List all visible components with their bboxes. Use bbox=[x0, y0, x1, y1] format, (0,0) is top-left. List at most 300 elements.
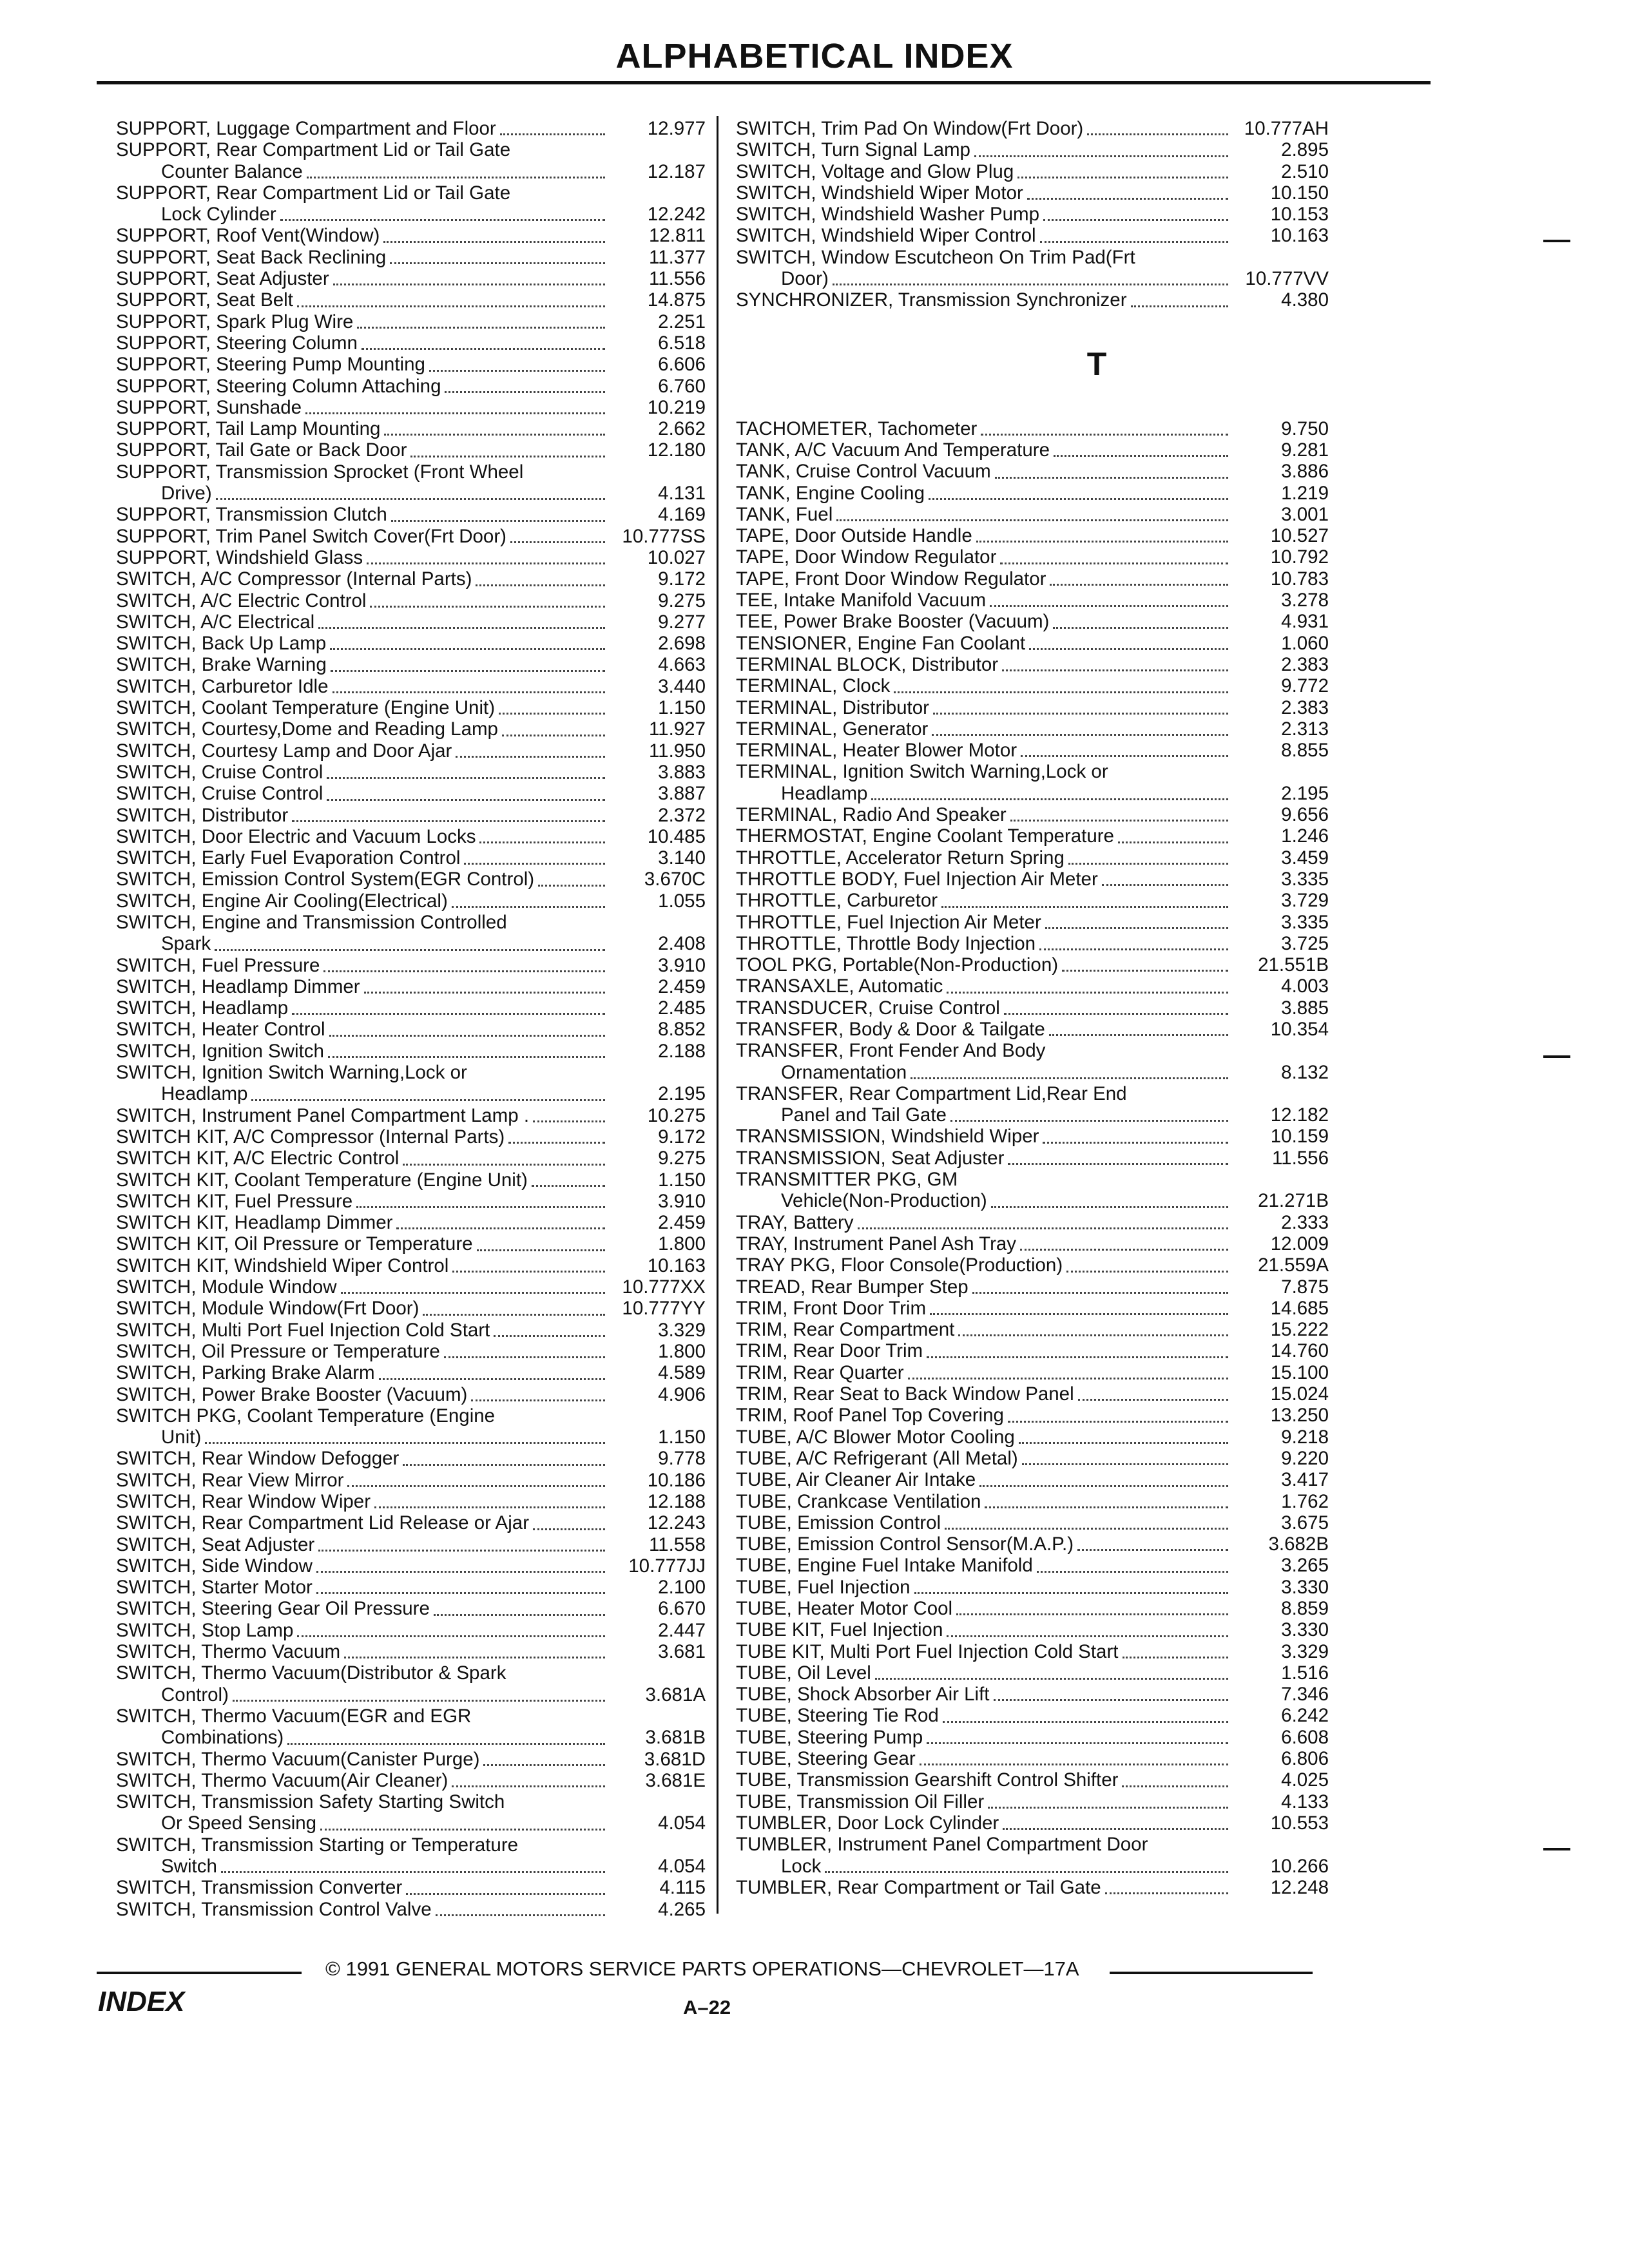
index-entry-reference: 3.265 bbox=[1281, 1555, 1329, 1577]
dot-leader bbox=[292, 1006, 605, 1015]
index-entry-term: SUPPORT, Trim Panel Switch Cover(Frt Door) bbox=[116, 525, 506, 547]
index-entry bbox=[116, 139, 706, 182]
dot-leader bbox=[434, 1608, 605, 1616]
index-entry-term: SWITCH, Transmission Starting or Temperature bbox=[116, 1834, 519, 1856]
index-entry-term: TRANSMISSION, Windshield Wiper bbox=[736, 1126, 1039, 1148]
index-entry-term: THERMOSTAT, Engine Coolant Temperature bbox=[736, 825, 1114, 847]
footer-rule-right bbox=[1110, 1972, 1313, 1974]
index-entry-term-continued: Headlamp bbox=[781, 782, 868, 804]
index-entry-line bbox=[116, 1684, 706, 1706]
index-entry bbox=[736, 546, 1329, 568]
dot-leader bbox=[494, 1329, 605, 1337]
index-entry bbox=[116, 439, 706, 461]
index-entry-term: SWITCH, Trim Pad On Window(Frt Door) bbox=[736, 118, 1084, 139]
index-entry-reference: 14.875 bbox=[647, 289, 706, 311]
index-entry-term: TEE, Intake Manifold Vacuum bbox=[736, 590, 987, 611]
index-entry-reference: 8.132 bbox=[1281, 1061, 1329, 1083]
index-entry-reference: 10.159 bbox=[1270, 1126, 1329, 1148]
index-entry-reference: 3.278 bbox=[1281, 590, 1329, 611]
index-entry-line bbox=[116, 1148, 706, 1169]
dot-leader bbox=[476, 578, 605, 586]
index-entry bbox=[736, 1684, 1329, 1705]
index-entry-line bbox=[736, 1705, 1329, 1726]
dot-leader bbox=[947, 1629, 1228, 1637]
index-entry bbox=[736, 869, 1329, 890]
index-entry-reference: 4.380 bbox=[1281, 289, 1329, 311]
index-entry-reference: 10.777AH bbox=[1244, 118, 1329, 139]
index-entry-reference: 11.950 bbox=[648, 740, 706, 762]
index-entry-term: TUBE KIT, Multi Port Fuel Injection Cold Start bbox=[736, 1640, 1119, 1662]
index-entry-line bbox=[116, 1427, 706, 1448]
dot-leader bbox=[929, 492, 1228, 500]
index-entry bbox=[736, 912, 1329, 933]
dot-leader bbox=[833, 277, 1228, 285]
index-entry bbox=[116, 654, 706, 675]
index-entry-term: TRANSMISSION, Seat Adjuster bbox=[736, 1147, 1005, 1169]
index-entry-reference: 9.750 bbox=[1281, 418, 1329, 439]
index-entry-line bbox=[736, 740, 1329, 761]
dot-leader bbox=[1118, 835, 1228, 843]
index-entry-line bbox=[116, 976, 706, 997]
index-entry-reference: 11.377 bbox=[648, 246, 706, 268]
dot-leader bbox=[1027, 191, 1228, 200]
index-entry-line bbox=[116, 1706, 706, 1727]
dot-leader bbox=[452, 899, 605, 908]
index-entry bbox=[116, 633, 706, 654]
index-entry bbox=[736, 1619, 1329, 1640]
index-entry-reference: 2.188 bbox=[658, 1040, 706, 1062]
index-entry-line bbox=[116, 826, 706, 847]
index-entry-reference: 3.001 bbox=[1281, 503, 1329, 525]
index-entry-line bbox=[736, 611, 1329, 632]
index-entry-reference: 3.329 bbox=[1281, 1640, 1329, 1662]
dot-leader bbox=[1066, 1264, 1228, 1273]
index-entry-line bbox=[116, 697, 706, 718]
dot-leader bbox=[1037, 1564, 1228, 1573]
dot-leader bbox=[344, 1650, 605, 1658]
index-entry-term-continued: Lock Cylinder bbox=[161, 204, 276, 226]
index-entry-line bbox=[116, 676, 706, 697]
dot-leader bbox=[988, 1800, 1228, 1809]
index-entry-line bbox=[736, 1662, 1329, 1684]
index-entry-line bbox=[116, 332, 706, 354]
index-entry-reference: 3.729 bbox=[1281, 890, 1329, 912]
index-entry-term: SWITCH, Brake Warning bbox=[116, 654, 327, 676]
index-entry-term: TANK, Fuel bbox=[736, 503, 833, 525]
index-entry-term: SUPPORT, Spark Plug Wire bbox=[116, 311, 354, 332]
index-entry bbox=[116, 1534, 706, 1555]
dot-leader bbox=[499, 706, 605, 715]
index-entry bbox=[116, 1212, 706, 1233]
dot-leader bbox=[357, 320, 605, 329]
dot-leader bbox=[297, 299, 605, 307]
index-entry-reference: 2.662 bbox=[658, 418, 706, 440]
index-entry bbox=[116, 697, 706, 718]
index-entry bbox=[736, 1577, 1329, 1598]
index-entry-reference: 3.670C bbox=[644, 869, 706, 890]
index-entry-line bbox=[116, 418, 706, 439]
index-entry-reference: 2.195 bbox=[658, 1083, 706, 1105]
index-entry-line bbox=[736, 890, 1329, 911]
index-entry-line bbox=[116, 1169, 706, 1191]
index-entry-line bbox=[736, 139, 1329, 160]
index-entry-term: SUPPORT, Tail Lamp Mounting bbox=[116, 418, 381, 440]
dot-leader bbox=[894, 685, 1228, 693]
index-entry-term: SWITCH, Thermo Vacuum(Distributor & Spark bbox=[116, 1662, 506, 1684]
index-entry-reference: 15.024 bbox=[1270, 1383, 1329, 1405]
index-entry-term: TENSIONER, Engine Fan Coolant bbox=[736, 632, 1026, 654]
index-entry-term: SYNCHRONIZER, Transmission Synchronizer bbox=[736, 289, 1127, 311]
index-entry-term-continued: Switch bbox=[161, 1856, 217, 1878]
dot-leader bbox=[396, 1221, 605, 1229]
index-entry-line bbox=[736, 1641, 1329, 1662]
dot-leader bbox=[221, 1865, 605, 1873]
dot-leader bbox=[972, 1285, 1228, 1294]
index-entry-reference: 1.150 bbox=[658, 1427, 706, 1448]
index-entry-reference: 10.153 bbox=[1270, 204, 1329, 226]
index-entry-line bbox=[116, 1041, 706, 1062]
dot-leader bbox=[533, 1114, 605, 1122]
index-entry bbox=[116, 1041, 706, 1062]
index-entry-reference: 11.556 bbox=[648, 268, 706, 290]
dot-leader bbox=[1054, 448, 1228, 457]
dot-leader bbox=[391, 514, 605, 522]
index-entry-line bbox=[736, 289, 1329, 311]
index-entry-line bbox=[736, 504, 1329, 525]
index-entry-reference: 10.777YY bbox=[622, 1298, 706, 1320]
index-entry-term: TRAY, Battery bbox=[736, 1211, 854, 1233]
dot-leader bbox=[1123, 1650, 1229, 1658]
index-entry-line bbox=[116, 933, 706, 954]
dot-leader bbox=[429, 363, 605, 372]
dot-leader bbox=[1020, 1242, 1228, 1251]
index-entry-line bbox=[736, 1148, 1329, 1169]
dot-leader bbox=[316, 1586, 605, 1594]
index-entry-reference: 4.265 bbox=[658, 1898, 706, 1920]
dot-leader bbox=[502, 728, 605, 736]
index-entry-term: SUPPORT, Steering Pump Mounting bbox=[116, 354, 425, 376]
index-entry-reference: 10.777SS bbox=[622, 525, 706, 547]
index-entry-reference: 3.886 bbox=[1281, 461, 1329, 483]
index-entry-term: SWITCH, Module Window(Frt Door) bbox=[116, 1298, 419, 1320]
index-entry-term: TRAY, Instrument Panel Ash Tray bbox=[736, 1233, 1017, 1254]
index-entry bbox=[116, 1834, 706, 1878]
dot-leader bbox=[410, 449, 605, 457]
index-entry-term: SWITCH, Power Brake Booster (Vacuum) bbox=[116, 1383, 468, 1405]
dot-leader bbox=[950, 1113, 1228, 1122]
index-entry bbox=[736, 611, 1329, 632]
index-entry-term: TUBE, Steering Pump bbox=[736, 1726, 923, 1748]
index-entry-reference: 3.681B bbox=[645, 1727, 706, 1749]
dot-leader bbox=[292, 814, 605, 822]
index-entry bbox=[736, 1298, 1329, 1319]
index-entry bbox=[116, 225, 706, 246]
index-entry bbox=[736, 1019, 1329, 1040]
index-entry bbox=[116, 1320, 706, 1341]
index-entry-term: TERMINAL, Ignition Switch Warning,Lock or bbox=[736, 761, 1108, 783]
index-entry-line bbox=[736, 439, 1329, 461]
index-entry-line bbox=[736, 1533, 1329, 1555]
dot-leader bbox=[932, 727, 1228, 736]
index-entry-reference: 3.675 bbox=[1281, 1512, 1329, 1533]
dot-leader bbox=[323, 964, 605, 972]
index-entry-term: TUBE, Emission Control Sensor(M.A.P.) bbox=[736, 1533, 1074, 1555]
index-entry-term: SWITCH KIT, A/C Compressor (Internal Parts) bbox=[116, 1126, 505, 1148]
index-entry bbox=[116, 568, 706, 590]
index-entry-line bbox=[736, 418, 1329, 439]
dot-leader bbox=[333, 685, 606, 693]
index-entry bbox=[116, 461, 706, 505]
index-entry-term: THROTTLE, Fuel Injection Air Meter bbox=[736, 911, 1041, 933]
index-entry-reference: 3.725 bbox=[1281, 932, 1329, 954]
index-entry bbox=[116, 740, 706, 762]
dot-leader bbox=[1004, 1006, 1228, 1015]
index-entry-term: TUMBLER, Instrument Panel Compartment Door bbox=[736, 1834, 1148, 1856]
index-entry bbox=[736, 761, 1329, 804]
index-entry-line bbox=[736, 1512, 1329, 1533]
index-entry-line bbox=[736, 1555, 1329, 1576]
index-entry bbox=[736, 483, 1329, 504]
footer-section-label: INDEX bbox=[98, 1986, 185, 2017]
index-entry-term-continued: Or Speed Sensing bbox=[161, 1812, 317, 1834]
page-title: ALPHABETICAL INDEX bbox=[615, 37, 1014, 75]
dot-leader bbox=[1008, 1414, 1228, 1423]
index-entry-term: SWITCH, Transmission Converter bbox=[116, 1877, 403, 1899]
index-entry-line bbox=[116, 1877, 706, 1898]
index-entry-line bbox=[116, 847, 706, 869]
index-entry-line bbox=[116, 1341, 706, 1362]
index-entry bbox=[736, 825, 1329, 847]
index-entry bbox=[116, 1341, 706, 1362]
index-entry-reference: 3.681E bbox=[645, 1769, 706, 1791]
index-entry-line bbox=[736, 1319, 1329, 1340]
index-entry-reference: 2.100 bbox=[658, 1577, 706, 1599]
dot-leader bbox=[307, 170, 605, 178]
index-entry-term: TUBE, Emission Control bbox=[736, 1512, 941, 1533]
dot-leader bbox=[384, 427, 605, 436]
index-entry-line bbox=[736, 1212, 1329, 1233]
index-entry bbox=[736, 1598, 1329, 1619]
index-entry-line bbox=[736, 1083, 1329, 1104]
index-entry-term: SWITCH, Voltage and Glow Plug bbox=[736, 160, 1014, 182]
index-entry-term: SWITCH, Multi Port Fuel Injection Cold Start bbox=[116, 1319, 490, 1341]
index-entry-line bbox=[116, 1749, 706, 1770]
index-entry bbox=[116, 1598, 706, 1619]
index-entry-term: TEE, Power Brake Booster (Vacuum) bbox=[736, 611, 1050, 633]
dot-leader bbox=[990, 599, 1228, 607]
index-entry-line bbox=[736, 1062, 1329, 1083]
index-entry-term: SWITCH, Door Electric and Vacuum Locks bbox=[116, 825, 476, 847]
index-entry-term: SWITCH, Courtesy Lamp and Door Ajar bbox=[116, 740, 452, 762]
index-entry-reference: 12.248 bbox=[1270, 1876, 1329, 1898]
index-entry-reference: 2.895 bbox=[1281, 139, 1329, 161]
index-entry bbox=[116, 676, 706, 697]
index-entry bbox=[736, 161, 1329, 182]
index-group-s-continued bbox=[736, 118, 1329, 311]
index-entry-line bbox=[116, 1233, 706, 1254]
index-entry-term: SWITCH, Transmission Control Valve bbox=[116, 1898, 432, 1920]
index-entry-term: SWITCH, Back Up Lamp bbox=[116, 633, 327, 655]
index-entry-reference: 1.055 bbox=[658, 890, 706, 912]
index-entry-line bbox=[736, 697, 1329, 718]
dot-leader bbox=[330, 642, 605, 650]
index-entry-term: TUBE, Steering Gear bbox=[736, 1748, 916, 1770]
dot-leader bbox=[538, 878, 605, 887]
index-entry bbox=[116, 1019, 706, 1040]
index-entry-line bbox=[736, 268, 1329, 289]
index-entry-reference: 3.417 bbox=[1281, 1469, 1329, 1491]
dot-leader bbox=[1102, 878, 1228, 886]
dot-leader bbox=[500, 127, 605, 135]
index-entry-term: TUBE, Fuel Injection bbox=[736, 1576, 911, 1598]
index-entry bbox=[736, 1276, 1329, 1298]
dot-leader bbox=[1040, 235, 1228, 243]
index-entry bbox=[116, 1791, 706, 1834]
index-entry bbox=[116, 1062, 706, 1105]
index-entry-term-continued: Spark bbox=[161, 933, 211, 955]
dot-leader bbox=[452, 1779, 605, 1787]
index-entry-reference: 21.551B bbox=[1258, 954, 1329, 976]
index-entry-reference: 1.762 bbox=[1281, 1490, 1329, 1512]
index-entry bbox=[116, 1233, 706, 1254]
index-entry-reference: 8.855 bbox=[1281, 740, 1329, 762]
dot-leader bbox=[871, 792, 1228, 800]
index-entry-reference: 9.772 bbox=[1281, 675, 1329, 697]
index-entry-line bbox=[736, 118, 1329, 139]
dot-leader bbox=[508, 1135, 605, 1144]
index-entry-reference: 8.859 bbox=[1281, 1598, 1329, 1619]
index-entry-line bbox=[736, 1298, 1329, 1319]
index-entry-reference: 4.003 bbox=[1281, 975, 1329, 997]
index-entry-reference: 3.910 bbox=[658, 1190, 706, 1212]
dot-leader bbox=[510, 535, 605, 543]
title-rule bbox=[97, 81, 1431, 84]
index-entry bbox=[116, 289, 706, 311]
index-entry bbox=[736, 1555, 1329, 1576]
index-entry bbox=[736, 933, 1329, 954]
index-entry bbox=[116, 1148, 706, 1169]
index-entry-reference: 4.131 bbox=[658, 483, 706, 505]
index-entry bbox=[116, 1620, 706, 1641]
index-entry-line bbox=[736, 1834, 1329, 1855]
dot-leader bbox=[1002, 663, 1228, 671]
margin-tick-mark bbox=[1543, 1055, 1570, 1058]
index-entry-reference: 3.329 bbox=[658, 1319, 706, 1341]
index-entry bbox=[116, 1491, 706, 1512]
index-entry-line bbox=[116, 1083, 706, 1104]
index-entry-term: THROTTLE BODY, Fuel Injection Air Meter bbox=[736, 868, 1098, 890]
dot-leader bbox=[1021, 749, 1228, 757]
index-entry-term: SWITCH, Distributor bbox=[116, 804, 289, 826]
index-entry-term: SWITCH, Windshield Wiper Control bbox=[736, 225, 1036, 247]
index-entry-line bbox=[116, 1384, 706, 1405]
index-entry-line bbox=[116, 1577, 706, 1598]
index-entry-reference: 2.251 bbox=[658, 311, 706, 332]
index-entry bbox=[736, 1169, 1329, 1212]
index-entry-line bbox=[116, 504, 706, 525]
index-entry-reference: 12.811 bbox=[648, 225, 706, 247]
index-entry-reference: 4.133 bbox=[1281, 1791, 1329, 1812]
index-entry-line bbox=[116, 1126, 706, 1148]
dot-leader bbox=[374, 1500, 605, 1508]
index-entry-line bbox=[116, 912, 706, 933]
index-entry-term: SWITCH, Turn Signal Lamp bbox=[736, 139, 970, 161]
margin-tick-mark bbox=[1543, 240, 1570, 242]
index-entry-term: TUBE, Heater Motor Cool bbox=[736, 1598, 953, 1619]
index-entry-term: SWITCH, Engine and Transmission Controlled bbox=[116, 911, 507, 933]
index-column-right bbox=[736, 118, 1329, 1898]
dot-leader bbox=[452, 1264, 605, 1273]
index-entry-term: TRANSFER, Body & Door & Tailgate bbox=[736, 1018, 1045, 1040]
index-entry-term: SWITCH, Fuel Pressure bbox=[116, 954, 320, 976]
index-entry-term: TOOL PKG, Portable(Non-Production) bbox=[736, 954, 1059, 976]
index-entry-reference: 14.685 bbox=[1270, 1297, 1329, 1319]
index-entry-line bbox=[736, 1340, 1329, 1361]
index-entry-term: THROTTLE, Throttle Body Injection bbox=[736, 932, 1036, 954]
index-entry-term: SWITCH, Rear Window Defogger bbox=[116, 1448, 400, 1470]
index-entry-reference: 11.556 bbox=[1271, 1147, 1329, 1169]
index-entry-reference: 10.266 bbox=[1270, 1855, 1329, 1877]
index-entry bbox=[736, 654, 1329, 675]
index-entry-line bbox=[116, 997, 706, 1019]
index-entry bbox=[736, 1383, 1329, 1405]
dot-leader bbox=[331, 664, 605, 672]
index-entry bbox=[736, 1727, 1329, 1748]
index-entry-term: SWITCH, Early Fuel Evaporation Control bbox=[116, 847, 461, 869]
index-entry-line bbox=[116, 483, 706, 504]
index-entry bbox=[116, 1577, 706, 1598]
index-entry-reference: 12.182 bbox=[1270, 1104, 1329, 1126]
dot-leader bbox=[933, 706, 1228, 715]
index-entry-line bbox=[736, 1727, 1329, 1748]
index-entry-reference: 9.275 bbox=[658, 590, 706, 611]
index-entry-line bbox=[736, 1812, 1329, 1834]
index-entry-term: SWITCH, A/C Electric Control bbox=[116, 590, 367, 611]
index-entry bbox=[116, 869, 706, 890]
index-entry-line bbox=[116, 1620, 706, 1641]
index-entry-term: TAPE, Door Outside Handle bbox=[736, 525, 972, 547]
index-entry-reference: 12.180 bbox=[647, 439, 706, 461]
index-entry-reference: 4.906 bbox=[658, 1383, 706, 1405]
index-entry-term: SWITCH, Ignition Switch bbox=[116, 1040, 324, 1062]
index-entry-term: SWITCH, Rear View Mirror bbox=[116, 1469, 344, 1491]
index-entry-line bbox=[116, 718, 706, 740]
index-entry-term-continued: Lock bbox=[781, 1855, 822, 1877]
index-entry-term: SWITCH PKG, Coolant Temperature (Engine bbox=[116, 1405, 496, 1427]
index-entry bbox=[116, 955, 706, 976]
dot-leader bbox=[943, 1715, 1228, 1723]
dot-leader bbox=[1122, 1779, 1228, 1787]
dot-leader bbox=[941, 899, 1228, 908]
index-entry-term: TUMBLER, Door Lock Cylinder bbox=[736, 1812, 999, 1834]
index-entry bbox=[736, 890, 1329, 911]
index-entry-line bbox=[736, 933, 1329, 954]
index-entry-line bbox=[736, 1276, 1329, 1298]
index-entry-line bbox=[736, 825, 1329, 847]
index-entry-term: TUMBLER, Rear Compartment or Tail Gate bbox=[736, 1876, 1101, 1898]
index-entry bbox=[116, 976, 706, 997]
index-entry-reference: 10.354 bbox=[1270, 1018, 1329, 1040]
dot-leader bbox=[956, 1607, 1228, 1615]
index-entry-line bbox=[116, 1598, 706, 1619]
index-entry-reference: 11.927 bbox=[648, 718, 706, 740]
dot-leader bbox=[994, 1693, 1229, 1701]
index-entry-reference: 14.760 bbox=[1270, 1340, 1329, 1362]
index-entry-line bbox=[736, 1233, 1329, 1254]
index-entry bbox=[116, 912, 706, 955]
index-entry bbox=[116, 1706, 706, 1749]
index-entry-line bbox=[736, 1383, 1329, 1405]
